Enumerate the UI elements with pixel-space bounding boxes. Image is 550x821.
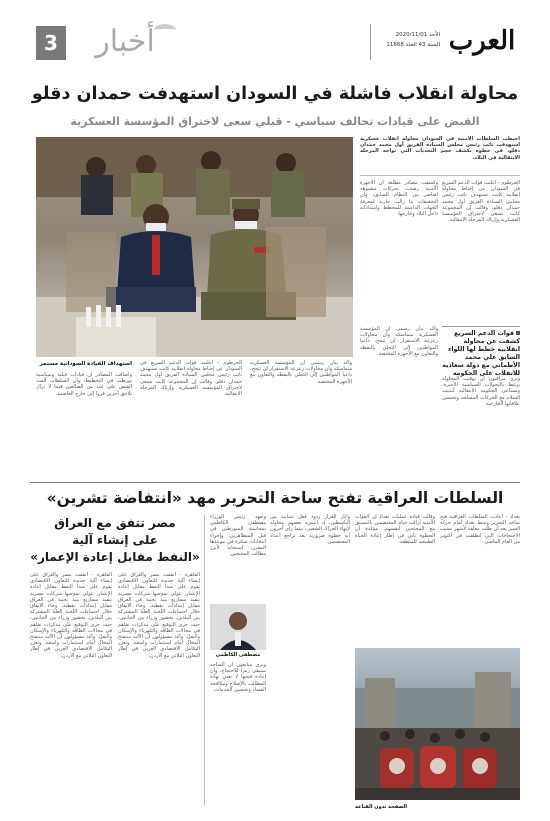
portrait-figure [210, 604, 266, 650]
second-column-1: بغداد - أعادت السلطات العراقية فتح ساحة التحرير وسط بغداد أمام حركة السير بعد أن ظلت مغلقة لأشهر بسبب الاحتجاجات التي انطلقت في أكتوبر من العام الماضي. [440, 514, 520, 545]
protest-photo [355, 648, 520, 800]
section-divider [30, 482, 520, 483]
second-headline: السلطات العراقية تفتح ساحة التحرير مهد «انتفاضة تشرين» [46, 489, 504, 507]
protest-scene [355, 648, 520, 800]
side-headline-line2: على إنشاء آلية [72, 533, 158, 547]
side-headline-line3: «النفط مقابل إعادة الإعمار» [30, 550, 200, 564]
side-story-divider [204, 514, 205, 806]
newspaper-logo: العرب [448, 26, 516, 56]
side-story-col-a: القاهرة - اتفقت مصر والعراق على إنشاء آلية جديدة للتعاون الاقتصادي تقوم على مبدأ النفط مقابل إعادة الإعمار، تتولى بموجبها شركات مصرية تنفيذ مشاريع بنية تحتية في العراق مقابل إمدادات نفطية. وجاء الاتفاق خلال اجتماعات اللجنة العليا المشتركة بين البلدين، بحضور وزراء من الجانبين، حيث جرى التوقيع على مذكرات تفاهم في مجالات الطاقة والكهرباء والإسكان والنقل. وأكد مسؤولون أن الآلية ستفتح المجال أمام استثمارات واسعة، وتعزز التكامل الاقتصادي العربي في إطار التعاون الثلاثي مع الأردن. [118, 572, 200, 659]
lead-photo-caption: استهداف القيادة السودانية مستمر [39, 361, 132, 367]
masthead [30, 20, 520, 64]
lead-column-3: وأكد بيان رسمي أن المؤسسة العسكرية متماسكة وأن محاولات زعزعة الاستقرار لن تنجح، داعيا المواطنين إلى التحلي باليقظة والتعاون مع الأجهزة المختصة. [360, 326, 438, 357]
lead-column-1: الخرطوم - أعلنت قوات الدعم السريع في السودان عن إحباط محاولة انقلابية كانت تستهدف نائب رئيس مجلس السيادة الفريق أول محمد حمدان دقلو، وقالت إن المجموعة كانت تسعى لاختراق المؤسسة العسكرية وإرباك المرحلة الانتقالية. [442, 180, 520, 224]
kadhimi-portrait [210, 604, 266, 650]
lead-column-2: وكشفت مصادر مطلعة أن الأجهزة الأمنية رصدت تحركات مشبوهة لعناصر من النظام السابق، وأن التحقيقات ما زالت جارية لمعرفة الجهات الداعمة للمخطط وامتداداته داخل البلاد وخارجها. [360, 180, 438, 218]
second-column-4: وتعهد رئيس الوزراء مصطفى الكاظمي بمحاسبة المتورطين في قتل المتظاهرين، وإجراء انتخابات مبكرة في موعدها المقرر، استجابة لأبرز مطالب المحتجين. [210, 514, 266, 558]
lead-column-7: وأكد بيان رسمي أن المؤسسة العسكرية متماسكة وأن محاولات زعزعة الاستقرار لن تنجح، داعيا المواطنين إلى التحلي باليقظة والتعاون مع الأجهزة المختصة. [250, 360, 352, 385]
second-column-5: ويرى متابعون أن الساحة ستبقى رمزا للاحتجاج، وأن إعادة فتحها لا تعني نهاية المطالب بالإصلاح ومكافحة الفساد وتحسين الخدمات. [210, 662, 266, 693]
section-swoosh-icon [154, 24, 176, 36]
lead-sidebar-quote [442, 326, 520, 377]
second-column-2: وقالت قيادة عمليات بغداد إن القوات الأمنية أزالت خيام المعتصمين بالتنسيق مع المحتجين أنفسهم، مؤكدة أن الخطوة تأتي في إطار إعادة الحياة الطبيعية للمنطقة. [355, 514, 435, 545]
lead-sidebar-quote-text: قوات الدعم السريع كشفت عن محاولة انقلابية خطط لها اللواء السابق علي محمد الأطماني مع دولة سعادية للانقلاب على الحكومة [442, 330, 520, 377]
issue-date: الأحد 2020/11/01 [395, 32, 440, 38]
protest-photo-caption: الصفحة بدون القناعة [355, 804, 407, 810]
lead-intro: أحبطت السلطات الأمنية في السودان محاولة انقلاب عسكرية استهدفت نائب رئيس مجلس السيادة الفريق أول محمد حمدان دقلو، في خطوة تكشف حجم التحديات التي تواجه المرحلة الانتقالية في البلاد. [360, 136, 520, 161]
portrait-caption: مصطفى الكاظمي [215, 652, 261, 658]
section-title: أخبار [95, 24, 155, 59]
side-story-col-b: القاهرة - اتفقت مصر والعراق على إنشاء آلية جديدة للتعاون الاقتصادي تقوم على مبدأ النفط مقابل إعادة الإعمار، تتولى بموجبها شركات مصرية تنفيذ مشاريع بنية تحتية في العراق مقابل إمدادات نفطية. وجاء الاتفاق خلال اجتماعات اللجنة العليا المشتركة بين البلدين، بحضور وزراء من الجانبين، حيث جرى التوقيع على مذكرات تفاهم في مجالات الطاقة والكهرباء والإسكان والنقل. وأكد مسؤولون أن الآلية ستفتح المجال أمام استثمارات واسعة، وتعزز التكامل الاقتصادي العربي في إطار التعاون الثلاثي مع الأردن. [30, 572, 112, 659]
lead-column-4: ويرى مراقبون أن توقيت المحاولة يرتبط بالتحولات السياسية الأخيرة، ومساعي الحكومة الانتقالية لتثبيت السلام مع الحركات المسلحة وتحسين علاقاتها الخارجية. [442, 376, 520, 407]
second-column-3: وأثار القرار ردود فعل متباينة بين الناشطين، إذ اعتبره بعضهم محاولة لإنهاء الحراك الشعبي، بينما رأى آخرون أنه خطوة ضرورية بعد تراجع أعداد المعتصمين. [270, 514, 350, 545]
side-headline-line1: مصر تتفق مع العراق [54, 516, 176, 530]
lead-photo [36, 137, 353, 357]
lead-photo-scene [36, 137, 353, 357]
lead-column-5: وأضافت المصادر أن قيادات قبلية وسياسية تورطت في التخطيط، وأن السلطات ألقت القبض على عدد من الضالعين فيما لا تزال تلاحق آخرين فروا إلى خارج العاصمة. [36, 372, 132, 397]
issue-number: السنة 43 العدد 11868 [386, 42, 440, 48]
page-number-badge: 3 [36, 26, 66, 60]
lead-headline: محاولة انقلاب فاشلة في السودان استهدفت حمدان دقلو [31, 84, 519, 104]
lead-intro-divider [360, 175, 520, 176]
quote-marker-icon [516, 331, 520, 335]
side-story [30, 514, 200, 806]
lead-column-6: الخرطوم - أعلنت قوات الدعم السريع في السودان عن إحباط محاولة انقلابية كانت تستهدف نائب رئيس مجلس السيادة الفريق أول محمد حمدان دقلو، وقالت إن المجموعة كانت تسعى لاختراق المؤسسة العسكرية وإرباك المرحلة الانتقالية. [140, 360, 242, 398]
lead-subheadline: القبض على قيادات تحالف سياسي - قبلي سعى لاختراق المؤسسة العسكرية [70, 115, 480, 128]
masthead-divider [370, 24, 371, 60]
